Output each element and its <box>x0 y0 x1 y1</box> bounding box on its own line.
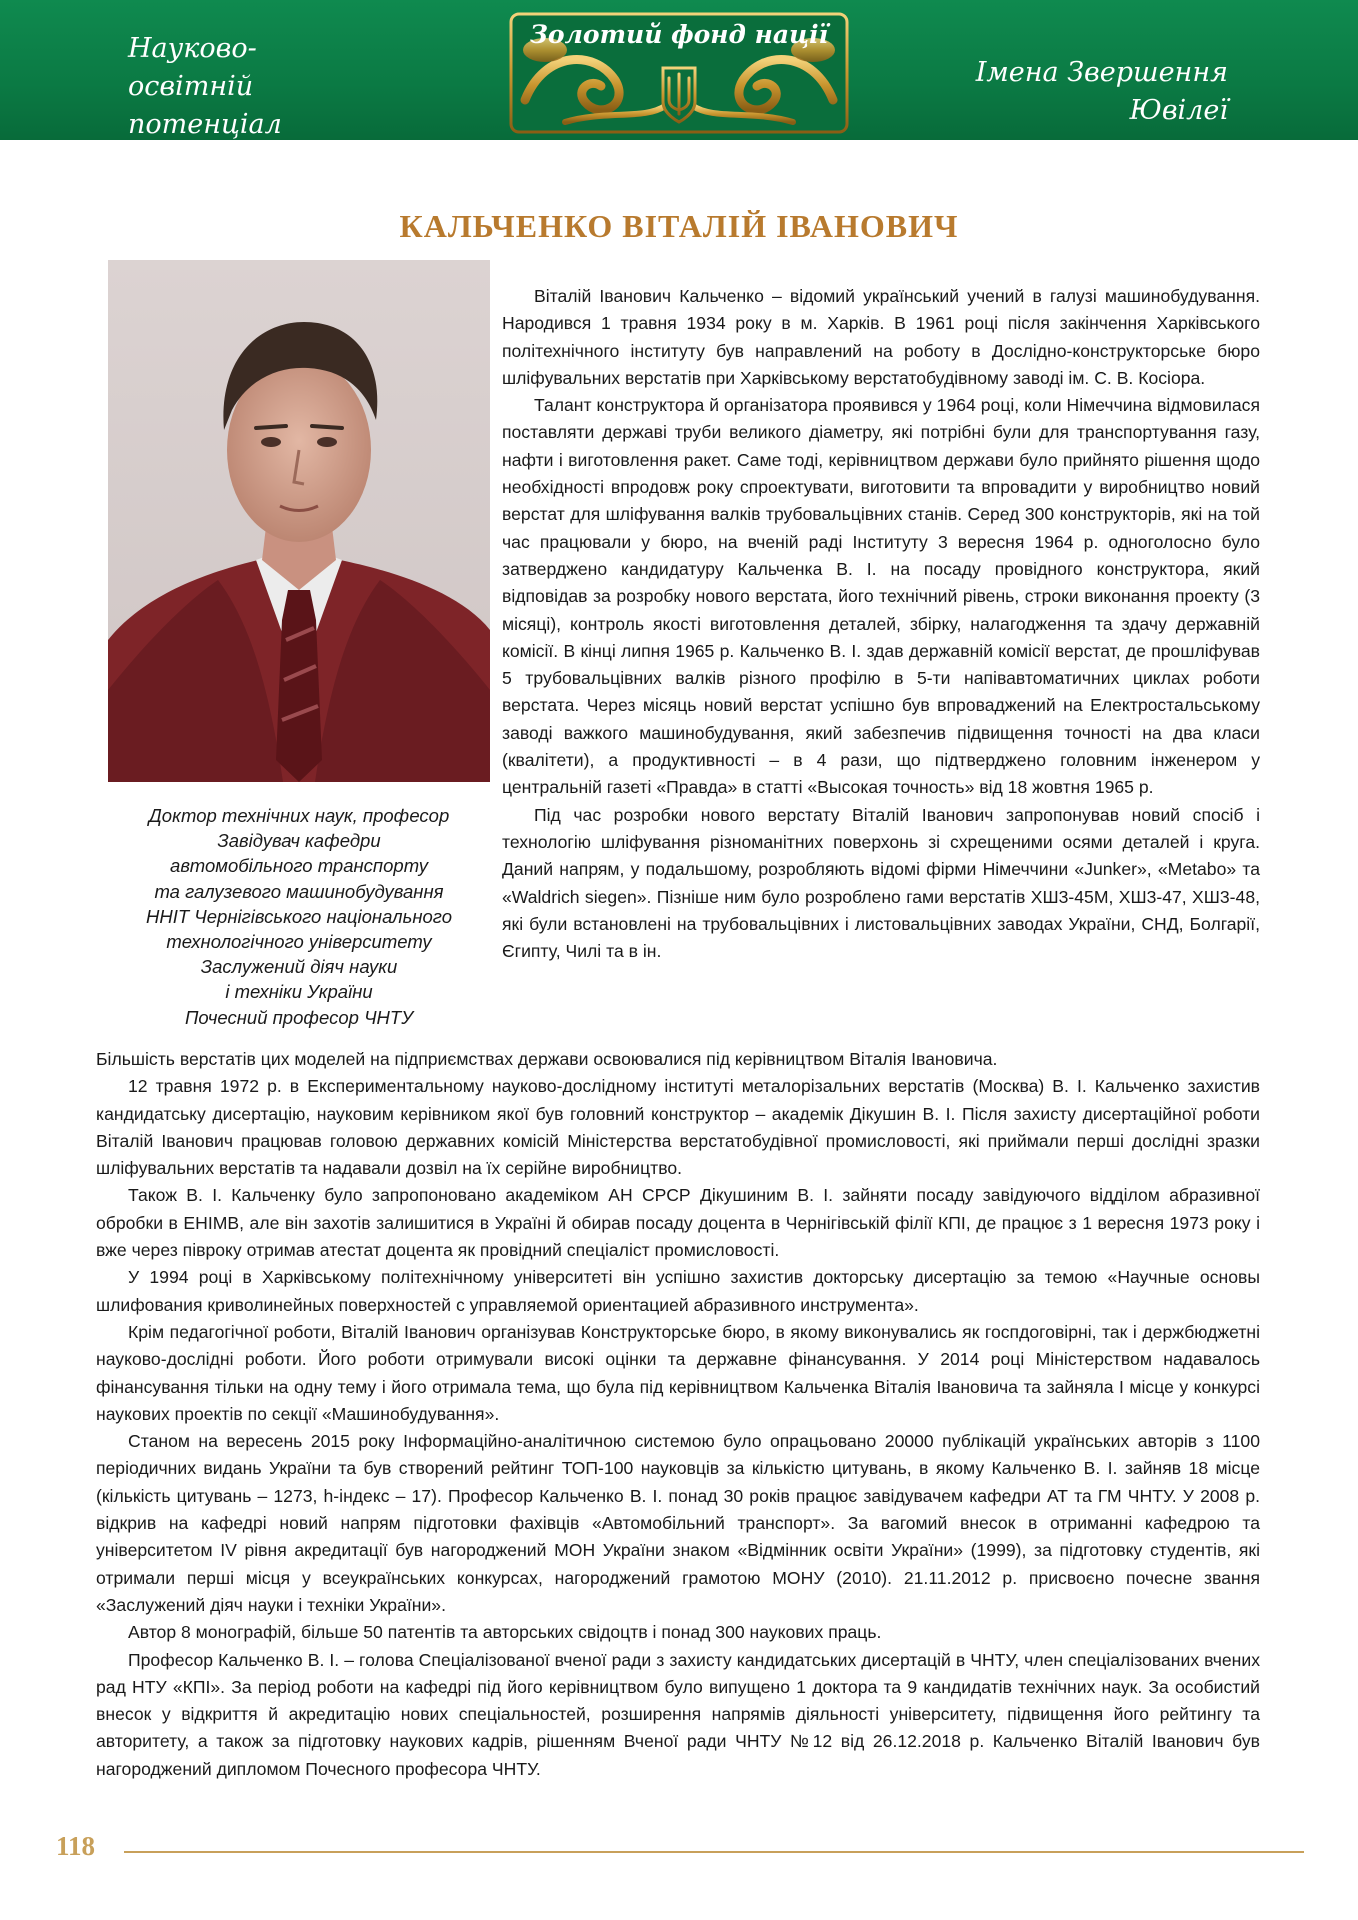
golden-fund-emblem <box>505 10 853 136</box>
header-band <box>0 0 1358 178</box>
caption-line: Доктор технічних наук, професор <box>148 805 450 826</box>
paragraph: Автор 8 монографій, більше 50 патентів та авторських свідоцтв і понад 300 наукових праць. <box>128 1622 882 1643</box>
paragraph: 12 травня 1972 р. в Експериментальному науково-дослідному інституті металорізальних верстатів (Москва) В. І. Кальченко захистив кандидатську дисертацію, науковим керівником якої був головний конструктор – академік Дікушин В. І. Після захисту дисертаційної роботи Віталій Іванович працював головою державних комісій Міністерства верстатобудівної промисловості, які приймали перші дослідні зразки шліфувальних верстатів та надавали дозвіл на їх серійне виробництво. <box>96 1076 1260 1179</box>
paragraph: Більшість верстатів цих моделей на підприємствах держави освоювалися під керівництвом Віталія Івановича. <box>96 1049 998 1069</box>
paragraph: Також В. І. Кальченку було запропоновано академіком АН СРСР Дікушиним В. І. зайняти посаду завідуючого відділом абразивної обробки в ЕНІМВ, але він захотів залишитися в Україні й обирав посаду доцента в Чернігівській філії КПІ, де працює з 1 вересня 1973 року і вже через півроку отримав атестат доцента як провідний спеціаліст промисловості. <box>96 1185 1260 1261</box>
caption-line: автомобільного транспорту <box>170 855 428 877</box>
photo-caption <box>90 803 508 1030</box>
paragraph: Віталій Іванович Кальченко – відомий український учений в галузі машинобудування. Народився 1 травня 1934 року в м. Харків. В 1961 році після закінчення Харківського політехнічного інституту був направлений на роботу в Дослідно-конструкторське бюро шліфувальних верстатів при Харківському верстатобудівному заводі ім. С. В. Косіора. <box>502 286 1260 388</box>
header-left-line2: потенціал України <box>128 109 282 178</box>
header-left-line1: Науково-освітній <box>128 33 257 102</box>
caption-line: та галузевого машинобудування <box>154 880 444 902</box>
paragraph: Крім педагогічної роботи, Віталій Іванович організував Конструкторське бюро, в якому виконувались як госпдоговірні, так і держбюджетні науково-дослідні роботи. Його роботи отримували високі оцінки та державне фінансування. У 2014 році Міністерством надавалось фінансування тільки на одну тему і його отримала тема, що була під керівництвом Кальченка Віталія Івановича та зайняла I місце у конкурсі наукових проектів по секції «Машинобудування». <box>96 1321 1260 1424</box>
page-number: 118 <box>56 1831 96 1861</box>
article-title: КАЛЬЧЕНКО ВІТАЛІЙ ІВАНОВИЧ <box>399 208 959 244</box>
caption-line: ННІТ Чернігівського національного <box>146 905 452 927</box>
header-left-slogan <box>128 30 368 182</box>
biography-column <box>502 283 1260 965</box>
paragraph: Талант конструктора й організатора проявився у 1964 році, коли Німеччина відмовилася поставляти державі труби великого діаметру, які потрібні були для транспортування газу, нафти і виготовлення ракет. Саме тоді, керівництвом держави було прийнято рішення щодо необхідності впродовж року спроектувати, виготовити та впровадити у виробництво новий верстат для шліфування валків трубовальцівних станів. Серед 300 конструкторів, які на той час працювали у бюро, на вченій раді Інституту 3 вересня 1964 р. одноголосно було затверджено кандидатуру Кальченка В. І. на посаду провідного конструктора, який відповідав за розробку нового верстата, його технічний рівень, строки виконання проекту (3 місяці), контроль якості виготовлення деталей, збірку, налагодження та здачу державній комісії. В кінці липня 1965 р. Кальченко В. І. здав державній комісії верстат, де прошліфував 5 трубовальцівних валків різного профілю в 5-ти напівавтоматичних циклах роботи верстата. Через місяць новий верстат успішно був впроваджений на Електростальському заводі важкого машинобудування, який забезпечив підвищення точності на два класи (квалітети), а продуктивності – в 4 рази, що підтверджено головним інженером у центральній газеті «Правда» в статті «Высокая точность» від 18 жовтня 1965 р. <box>502 395 1260 798</box>
paragraph: У 1994 році в Харківському політехнічному університеті він успішно захистив докторську дисертацію за темою «Научные основы шлифования криволинейных поверхностей с управляемой ориентацией абразивного инструмента». <box>96 1267 1260 1315</box>
caption-line: Заслужений діяч науки <box>200 956 398 978</box>
paragraph: Професор Кальченко В. І. – голова Спеціалізованої вченої ради з захисту кандидатських дисертацій в ЧНТУ, член спеціалізованих вчених рад НТУ «КПІ». За період роботи на кафедрі під його керівництвом було випущено 1 доктора та 9 кандидатів технічних наук. За особистий внесок у відкриття й акредитацію нових спеціальностей, розширення напрямів діяльності університету, підвищення його рейтингу та авторитету, а також за підготовку наукових кадрів, рішенням Вченої ради ЧНТУ №12 від 26.12.2018 р. Кальченко Віталій Іванович був нагороджений дипломом Почесного професора ЧНТУ. <box>96 1649 1260 1779</box>
paragraph: Станом на вересень 2015 року Інформаційно-аналітичною системою було опрацьовано 20000 публікацій українських авторів з 1100 періодичних видань України та був створений рейтинг ТОП-100 науковців за кількістю цитувань, в якому Кальченко В. І. зайняв 18 місце (кількість цитувань – 1273, h-індекс – 17). Професор Кальченко В. І. понад 30 років працює завідувачем кафедри АТ та ГМ ЧНТУ. У 2008 р. відкрив на кафедрі новий напрям підготовки фахівців «Автомобільний транспорт». За вагомий внесок в отриманні кафедрою та університетом IV рівня акредитації був нагороджений МОН України знаком «Відмінник освіти України» (1999), за підготовку студентів, які отримали перші місця у всеукраїнських конкурсах, нагороджений грамотою МОНУ (2010). 21.11.2012 р. присвоєно почесне звання «Заслужений діяч науки і техніки України». <box>96 1431 1260 1615</box>
caption-line: і техніки України <box>225 981 373 1003</box>
header-right-slogan: Імена Звершення Ювілеї <box>975 57 1228 126</box>
biography-body <box>96 1046 1260 1783</box>
footer-divider <box>124 1851 1304 1853</box>
caption-line: Почесний професор ЧНТУ <box>184 1006 414 1028</box>
portrait-illustration-icon <box>108 260 490 782</box>
caption-line: технологічного університету <box>166 931 432 953</box>
portrait-photo <box>108 260 490 782</box>
emblem-title: Золотий фонд нації <box>529 20 829 49</box>
caption-line: Завідувач кафедри <box>217 830 381 852</box>
paragraph: Під час розробки нового верстату Віталій Іванович запропонував новий спосіб і технологію шліфування різноманітних поверхонь зі схрещеними осями деталей і круга. Даний напрям, у подальшому, розробляють відомі фірми Німеччини «Junker», «Metabo» та «Waldrich siegen». Пізніше ним було розроблено гами верстатів ХШ3-45М, ХШ3-47, ХШ3-48, які були встановлені на трубовальцівних і листовальцівних заводах України, СНД, Болгарії, Єгипту, Чилі та в ін. <box>502 804 1260 962</box>
